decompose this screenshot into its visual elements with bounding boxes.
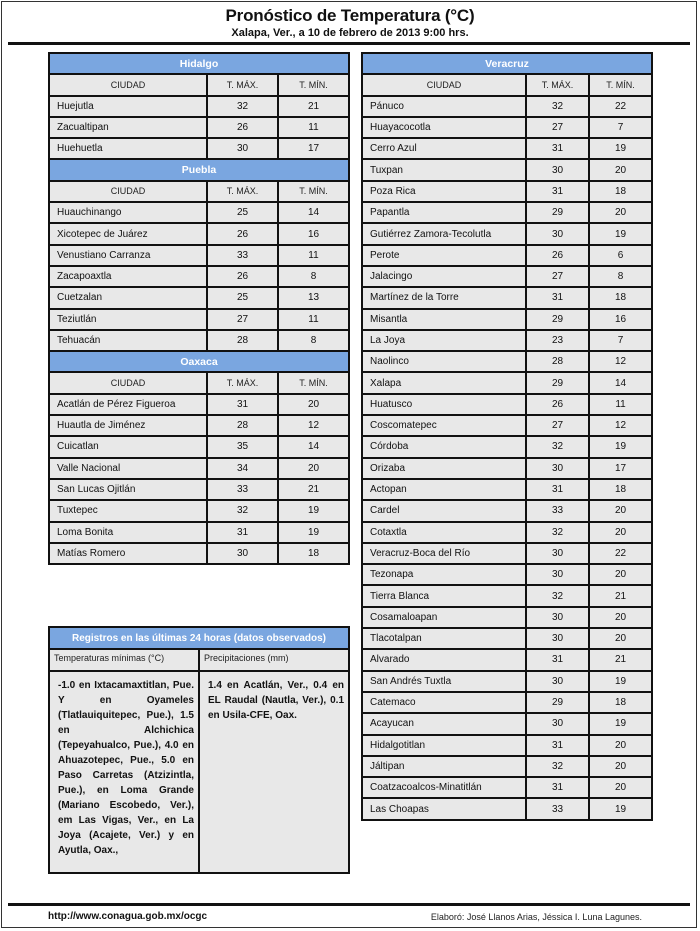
header-divider [8,42,690,45]
city-cell: Zacapoaxtla [49,266,207,287]
tmax-cell: 29 [526,202,589,223]
tmax-cell: 26 [526,245,589,266]
tmin-cell: 20 [589,735,652,756]
table-row [362,351,652,372]
table-row [49,479,349,500]
min-temp-header: Temperaturas mínimas (°C) [49,649,199,671]
city-cell: Córdoba [362,436,526,457]
tmax-cell: 32 [526,436,589,457]
city-cell: La Joya [362,330,526,351]
column-header-tmin: T. MÍN. [278,74,349,95]
tmax-cell: 32 [526,756,589,777]
tmin-cell: 12 [589,415,652,436]
tmax-cell: 27 [207,309,278,330]
table-row [362,649,652,670]
tmax-cell: 32 [526,585,589,606]
city-cell: Tlacotalpan [362,628,526,649]
tmin-cell: 19 [589,713,652,734]
city-cell: Martínez de la Torre [362,287,526,308]
city-cell: Tuxpan [362,159,526,180]
city-cell: Tierra Blanca [362,585,526,606]
city-cell: Naolinco [362,351,526,372]
tmin-cell: 8 [589,266,652,287]
city-cell: Venustiano Carranza [49,245,207,266]
table-row [362,522,652,543]
table-row [362,585,652,606]
tmin-cell: 13 [278,287,349,308]
tmin-cell: 19 [278,500,349,521]
tmax-cell: 30 [207,543,278,564]
oaxaca-section [49,351,349,564]
city-cell: Tuxtepec [49,500,207,521]
tmin-cell: 8 [278,330,349,351]
tmax-cell: 29 [526,692,589,713]
state-header-row [49,351,349,372]
state-header-row [49,159,349,180]
tmax-cell: 30 [526,628,589,649]
tmax-cell: 33 [207,245,278,266]
tmin-cell: 7 [589,117,652,138]
left-forecast-table [48,52,350,565]
city-cell: San Lucas Ojitlán [49,479,207,500]
tmin-cell: 21 [589,585,652,606]
city-cell: Papantla [362,202,526,223]
city-cell: San Andrés Tuxtla [362,671,526,692]
state-name: Oaxaca [49,351,349,372]
tmax-cell: 33 [526,798,589,819]
tmin-cell: 18 [278,543,349,564]
table-row [362,458,652,479]
tmax-cell: 31 [526,138,589,159]
tmin-cell: 20 [278,458,349,479]
city-cell: Alvarado [362,649,526,670]
city-cell: Orizaba [362,458,526,479]
tmax-cell: 31 [526,777,589,798]
table-row [49,415,349,436]
tmin-cell: 19 [278,522,349,543]
table-row [49,436,349,457]
table-row [362,713,652,734]
tmin-cell: 16 [278,223,349,244]
tmax-cell: 28 [207,330,278,351]
tmin-cell: 11 [278,245,349,266]
table-row [362,735,652,756]
city-cell: Coatzacoalcos-Minatitlán [362,777,526,798]
veracruz-section [362,53,652,820]
city-cell: Pánuco [362,96,526,117]
city-cell: Valle Nacional [49,458,207,479]
tmin-cell: 22 [589,543,652,564]
column-header-tmax: T. MÁX. [207,372,278,393]
table-row [49,138,349,159]
table-row [362,543,652,564]
city-cell: Huautla de Jiménez [49,415,207,436]
tmin-cell: 20 [589,756,652,777]
observed-records-table [48,626,350,874]
table-row [49,543,349,564]
table-row [362,607,652,628]
table-row [362,159,652,180]
table-row [49,287,349,308]
table-row [362,415,652,436]
column-header-row [49,372,349,393]
tmax-cell: 33 [526,500,589,521]
table-row [49,266,349,287]
tmax-cell: 32 [526,522,589,543]
tmax-cell: 31 [526,649,589,670]
table-row [362,287,652,308]
footer-divider [8,903,690,906]
table-row [49,500,349,521]
column-header-city: CIUDAD [49,74,207,95]
table-row [362,266,652,287]
city-cell: Huejutla [49,96,207,117]
table-row [362,479,652,500]
tmin-cell: 11 [278,309,349,330]
tmin-cell: 11 [589,394,652,415]
puebla-section [49,159,349,351]
tmax-cell: 27 [526,266,589,287]
table-row [49,522,349,543]
city-cell: Huatusco [362,394,526,415]
hidalgo-section [49,53,349,159]
table-row [49,394,349,415]
tmax-cell: 32 [207,500,278,521]
city-cell: Las Choapas [362,798,526,819]
column-header-city: CIUDAD [49,372,207,393]
table-row [362,96,652,117]
table-row [362,564,652,585]
table-row [362,777,652,798]
table-row [49,96,349,117]
city-cell: Xicotepec de Juárez [49,223,207,244]
table-row [362,202,652,223]
tmax-cell: 26 [207,223,278,244]
tmin-cell: 19 [589,798,652,819]
tmin-cell: 20 [589,159,652,180]
tmin-cell: 20 [589,777,652,798]
table-row [49,309,349,330]
table-row [49,458,349,479]
city-cell: Cuicatlan [49,436,207,457]
state-name: Hidalgo [49,53,349,74]
tmin-cell: 18 [589,181,652,202]
city-cell: Hidalgotitlan [362,735,526,756]
tmax-cell: 31 [526,735,589,756]
tmin-cell: 20 [589,628,652,649]
city-cell: Tezonapa [362,564,526,585]
precip-header: Precipitaciones (mm) [199,649,349,671]
tmin-cell: 12 [589,351,652,372]
tmin-cell: 21 [278,96,349,117]
city-cell: Huehuetla [49,138,207,159]
tmin-cell: 21 [589,649,652,670]
tmin-cell: 8 [278,266,349,287]
tmax-cell: 30 [526,543,589,564]
column-header-row [49,181,349,202]
tmin-cell: 20 [589,202,652,223]
tmin-cell: 18 [589,692,652,713]
tmax-cell: 30 [526,458,589,479]
tmax-cell: 26 [526,394,589,415]
tmin-cell: 14 [278,202,349,223]
observed-title: Registros en las últimas 24 horas (datos observados) [49,627,349,649]
table-row [362,223,652,244]
city-cell: Tehuacán [49,330,207,351]
tmax-cell: 31 [207,522,278,543]
column-header-tmin: T. MÍN. [589,74,652,95]
tmin-cell: 19 [589,436,652,457]
column-header-tmax: T. MÁX. [207,74,278,95]
tmax-cell: 28 [207,415,278,436]
column-header-row [49,74,349,95]
tmax-cell: 29 [526,372,589,393]
city-cell: Perote [362,245,526,266]
table-row [362,798,652,819]
city-cell: Cuetzalan [49,287,207,308]
city-cell: Cotaxtla [362,522,526,543]
table-row [362,138,652,159]
tmax-cell: 26 [207,266,278,287]
column-header-city: CIUDAD [362,74,526,95]
tmax-cell: 31 [526,181,589,202]
tmax-cell: 31 [526,479,589,500]
city-cell: Gutiérrez Zamora-Tecolutla [362,223,526,244]
city-cell: Huayacocotla [362,117,526,138]
table-row [362,436,652,457]
city-cell: Matías Romero [49,543,207,564]
table-row [362,756,652,777]
city-cell: Acatlán de Pérez Figueroa [49,394,207,415]
column-header-tmin: T. MÍN. [278,181,349,202]
page-subtitle: Xalapa, Ver., a 10 de febrero de 2013 9:00 hrs. [231,27,469,39]
tmax-cell: 25 [207,202,278,223]
footer-credit: Elaboró: José Llanos Arias, Jéssica I. Luna Lagunes. [430,912,642,922]
tmin-cell: 11 [278,117,349,138]
tmin-cell: 20 [589,522,652,543]
tmin-cell: 21 [278,479,349,500]
table-row [49,330,349,351]
footer-url-link[interactable]: http://www.conagua.gob.mx/ocgc [48,911,208,922]
tmin-cell: 22 [589,96,652,117]
tmax-cell: 35 [207,436,278,457]
tmin-cell: 20 [589,607,652,628]
tmin-cell: 16 [589,309,652,330]
city-cell: Cosamaloapan [362,607,526,628]
table-row [362,181,652,202]
city-cell: Actopan [362,479,526,500]
tmin-cell: 20 [589,500,652,521]
tmax-cell: 34 [207,458,278,479]
tmax-cell: 33 [207,479,278,500]
city-cell: Jáltipan [362,756,526,777]
tmin-cell: 14 [589,372,652,393]
tmin-cell: 6 [589,245,652,266]
table-row [49,202,349,223]
tmax-cell: 32 [207,96,278,117]
tmin-cell: 7 [589,330,652,351]
tmax-cell: 27 [526,415,589,436]
tmin-cell: 12 [278,415,349,436]
table-row [362,671,652,692]
tmin-cell: 20 [278,394,349,415]
column-header-tmax: T. MÁX. [526,74,589,95]
tmax-cell: 30 [207,138,278,159]
city-cell: Huauchinango [49,202,207,223]
state-name: Veracruz [362,53,652,74]
city-cell: Coscomatepec [362,415,526,436]
tmax-cell: 23 [526,330,589,351]
city-cell: Jalacingo [362,266,526,287]
tmin-cell: 18 [589,287,652,308]
tmax-cell: 30 [526,159,589,180]
tmin-cell: 14 [278,436,349,457]
table-row [362,330,652,351]
column-header-tmax: T. MÁX. [207,181,278,202]
tmax-cell: 30 [526,671,589,692]
city-cell: Cardel [362,500,526,521]
tmin-cell: 17 [278,138,349,159]
tmax-cell: 30 [526,564,589,585]
tmin-cell: 19 [589,671,652,692]
page-title: Pronóstico de Temperatura (°C) [225,6,475,25]
tmax-cell: 31 [526,287,589,308]
city-cell: Acayucan [362,713,526,734]
city-cell: Zacualtipan [49,117,207,138]
table-row [362,692,652,713]
city-cell: Teziutlán [49,309,207,330]
tmin-cell: 19 [589,223,652,244]
table-row [49,245,349,266]
table-row [362,628,652,649]
table-row [362,394,652,415]
table-row [362,309,652,330]
tmax-cell: 29 [526,309,589,330]
column-header-city: CIUDAD [49,181,207,202]
precip-text: 1.4 en Acatlán, Ver., 0.4 en EL Raudal (Nautla, Ver.), 0.1 en Usila-CFE, Oax. [199,671,349,873]
city-cell: Poza Rica [362,181,526,202]
tmax-cell: 26 [207,117,278,138]
table-row [362,372,652,393]
tmax-cell: 31 [207,394,278,415]
table-row [49,223,349,244]
column-header-tmin: T. MÍN. [278,372,349,393]
tmin-cell: 18 [589,479,652,500]
tmin-cell: 20 [589,564,652,585]
table-row [49,117,349,138]
column-header-row [362,74,652,95]
table-row [362,117,652,138]
table-row [362,245,652,266]
tmin-cell: 17 [589,458,652,479]
state-header-row [49,53,349,74]
tmax-cell: 30 [526,607,589,628]
city-cell: Cerro Azul [362,138,526,159]
table-row [362,500,652,521]
city-cell: Xalapa [362,372,526,393]
tmax-cell: 30 [526,223,589,244]
state-header-row [362,53,652,74]
city-cell: Misantla [362,309,526,330]
city-cell: Loma Bonita [49,522,207,543]
city-cell: Veracruz-Boca del Río [362,543,526,564]
tmax-cell: 30 [526,713,589,734]
city-cell: Catemaco [362,692,526,713]
tmax-cell: 28 [526,351,589,372]
state-name: Puebla [49,159,349,180]
tmin-cell: 19 [589,138,652,159]
right-forecast-table [361,52,653,821]
tmax-cell: 25 [207,287,278,308]
tmax-cell: 32 [526,96,589,117]
tmax-cell: 27 [526,117,589,138]
min-temp-text: -1.0 en Ixtacamaxtitlan, Pue. Y en Oyameles (Tlatlauiquitepec, Pue.), 1.5 en Alchichica (Tepeyahualco, Pue.), 4.0 en Ahuazotepec, Pue., 5.0 en Paso Carretas (Atzizintla, Pue.), en Loma Grande (Mariano Escobedo, Ver.), em Las Vigas, Ver., en La Joya (Acajete, Ver.) y en Ayutla, Oax., [49,671,199,873]
